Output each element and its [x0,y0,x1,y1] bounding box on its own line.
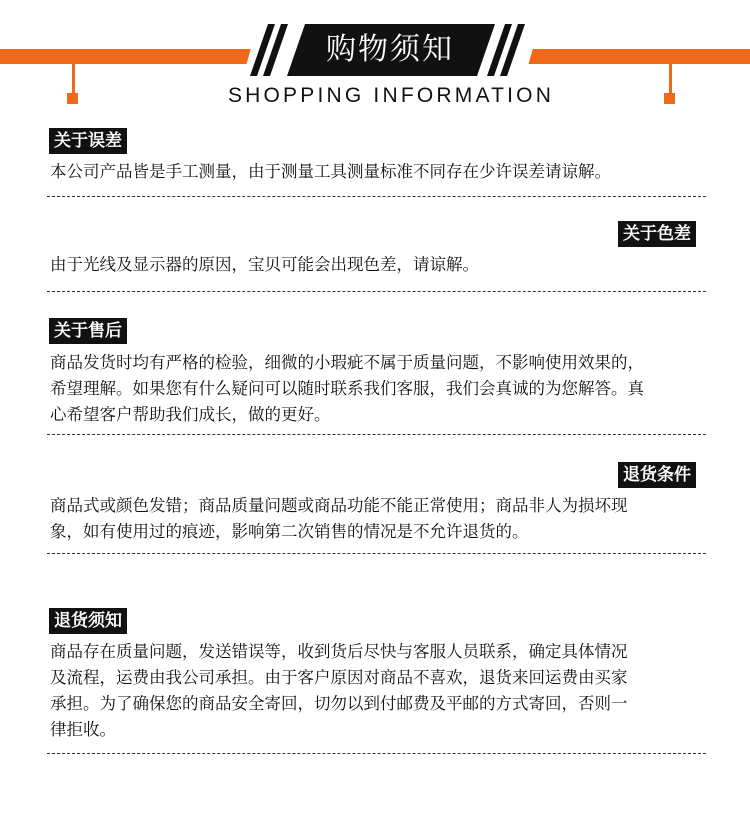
body-line: 商品存在质量问题，发送错误等，收到货后尽快与客服人员联系，确定具体情况 [50,642,628,661]
section-tag-error: 关于误差 [49,128,127,154]
section-body-return-notice [50,639,715,743]
section-body-return-conditions [50,493,715,545]
section-body-color [50,252,715,278]
page-title: 购物须知 [326,32,454,67]
section-tag-after-sales: 关于售后 [49,318,127,344]
section-tag-color: 关于色差 [618,221,696,247]
body-line: 象，如有使用过的痕迹，影响第二次销售的情况是不允许退货的。 [50,522,529,541]
section-tag-return-notice: 退货须知 [49,608,127,634]
section-body-error [50,159,715,185]
dashed-divider [47,553,706,554]
dashed-divider [47,196,706,197]
body-line: 承担。为了确保您的商品安全寄回，切勿以到付邮费及平邮的方式寄回，否则一 [50,694,628,713]
body-line: 由于光线及显示器的原因，宝贝可能会出现色差，请谅解。 [50,255,479,274]
body-line: 商品式或颜色发错；商品质量问题或商品功能不能正常使用；商品非人为损坏现 [50,496,628,515]
dashed-divider [47,434,706,435]
page-subtitle: SHOPPING INFORMATION [227,84,555,107]
body-line: 希望理解。如果您有什么疑问可以随时联系我们客服，我们会真诚的为您解答。真 [50,379,644,398]
body-line: 律拒收。 [50,720,116,739]
section-tag-return-conditions: 退货条件 [618,462,696,488]
dashed-divider [47,753,706,754]
dashed-divider [47,291,706,292]
section-body-after-sales [50,350,715,428]
body-line: 商品发货时均有严格的检验，细微的小瑕疵不属于质量问题，不影响使用效果的， [50,353,644,372]
body-line: 本公司产品皆是手工测量，由于测量工具测量标准不同存在少许误差请谅解。 [50,162,611,181]
body-line: 及流程，运费由我公司承担。由于客户原因对商品不喜欢，退货来回运费由买家 [50,668,628,687]
body-line: 心希望客户帮助我们成长，做的更好。 [50,405,331,424]
